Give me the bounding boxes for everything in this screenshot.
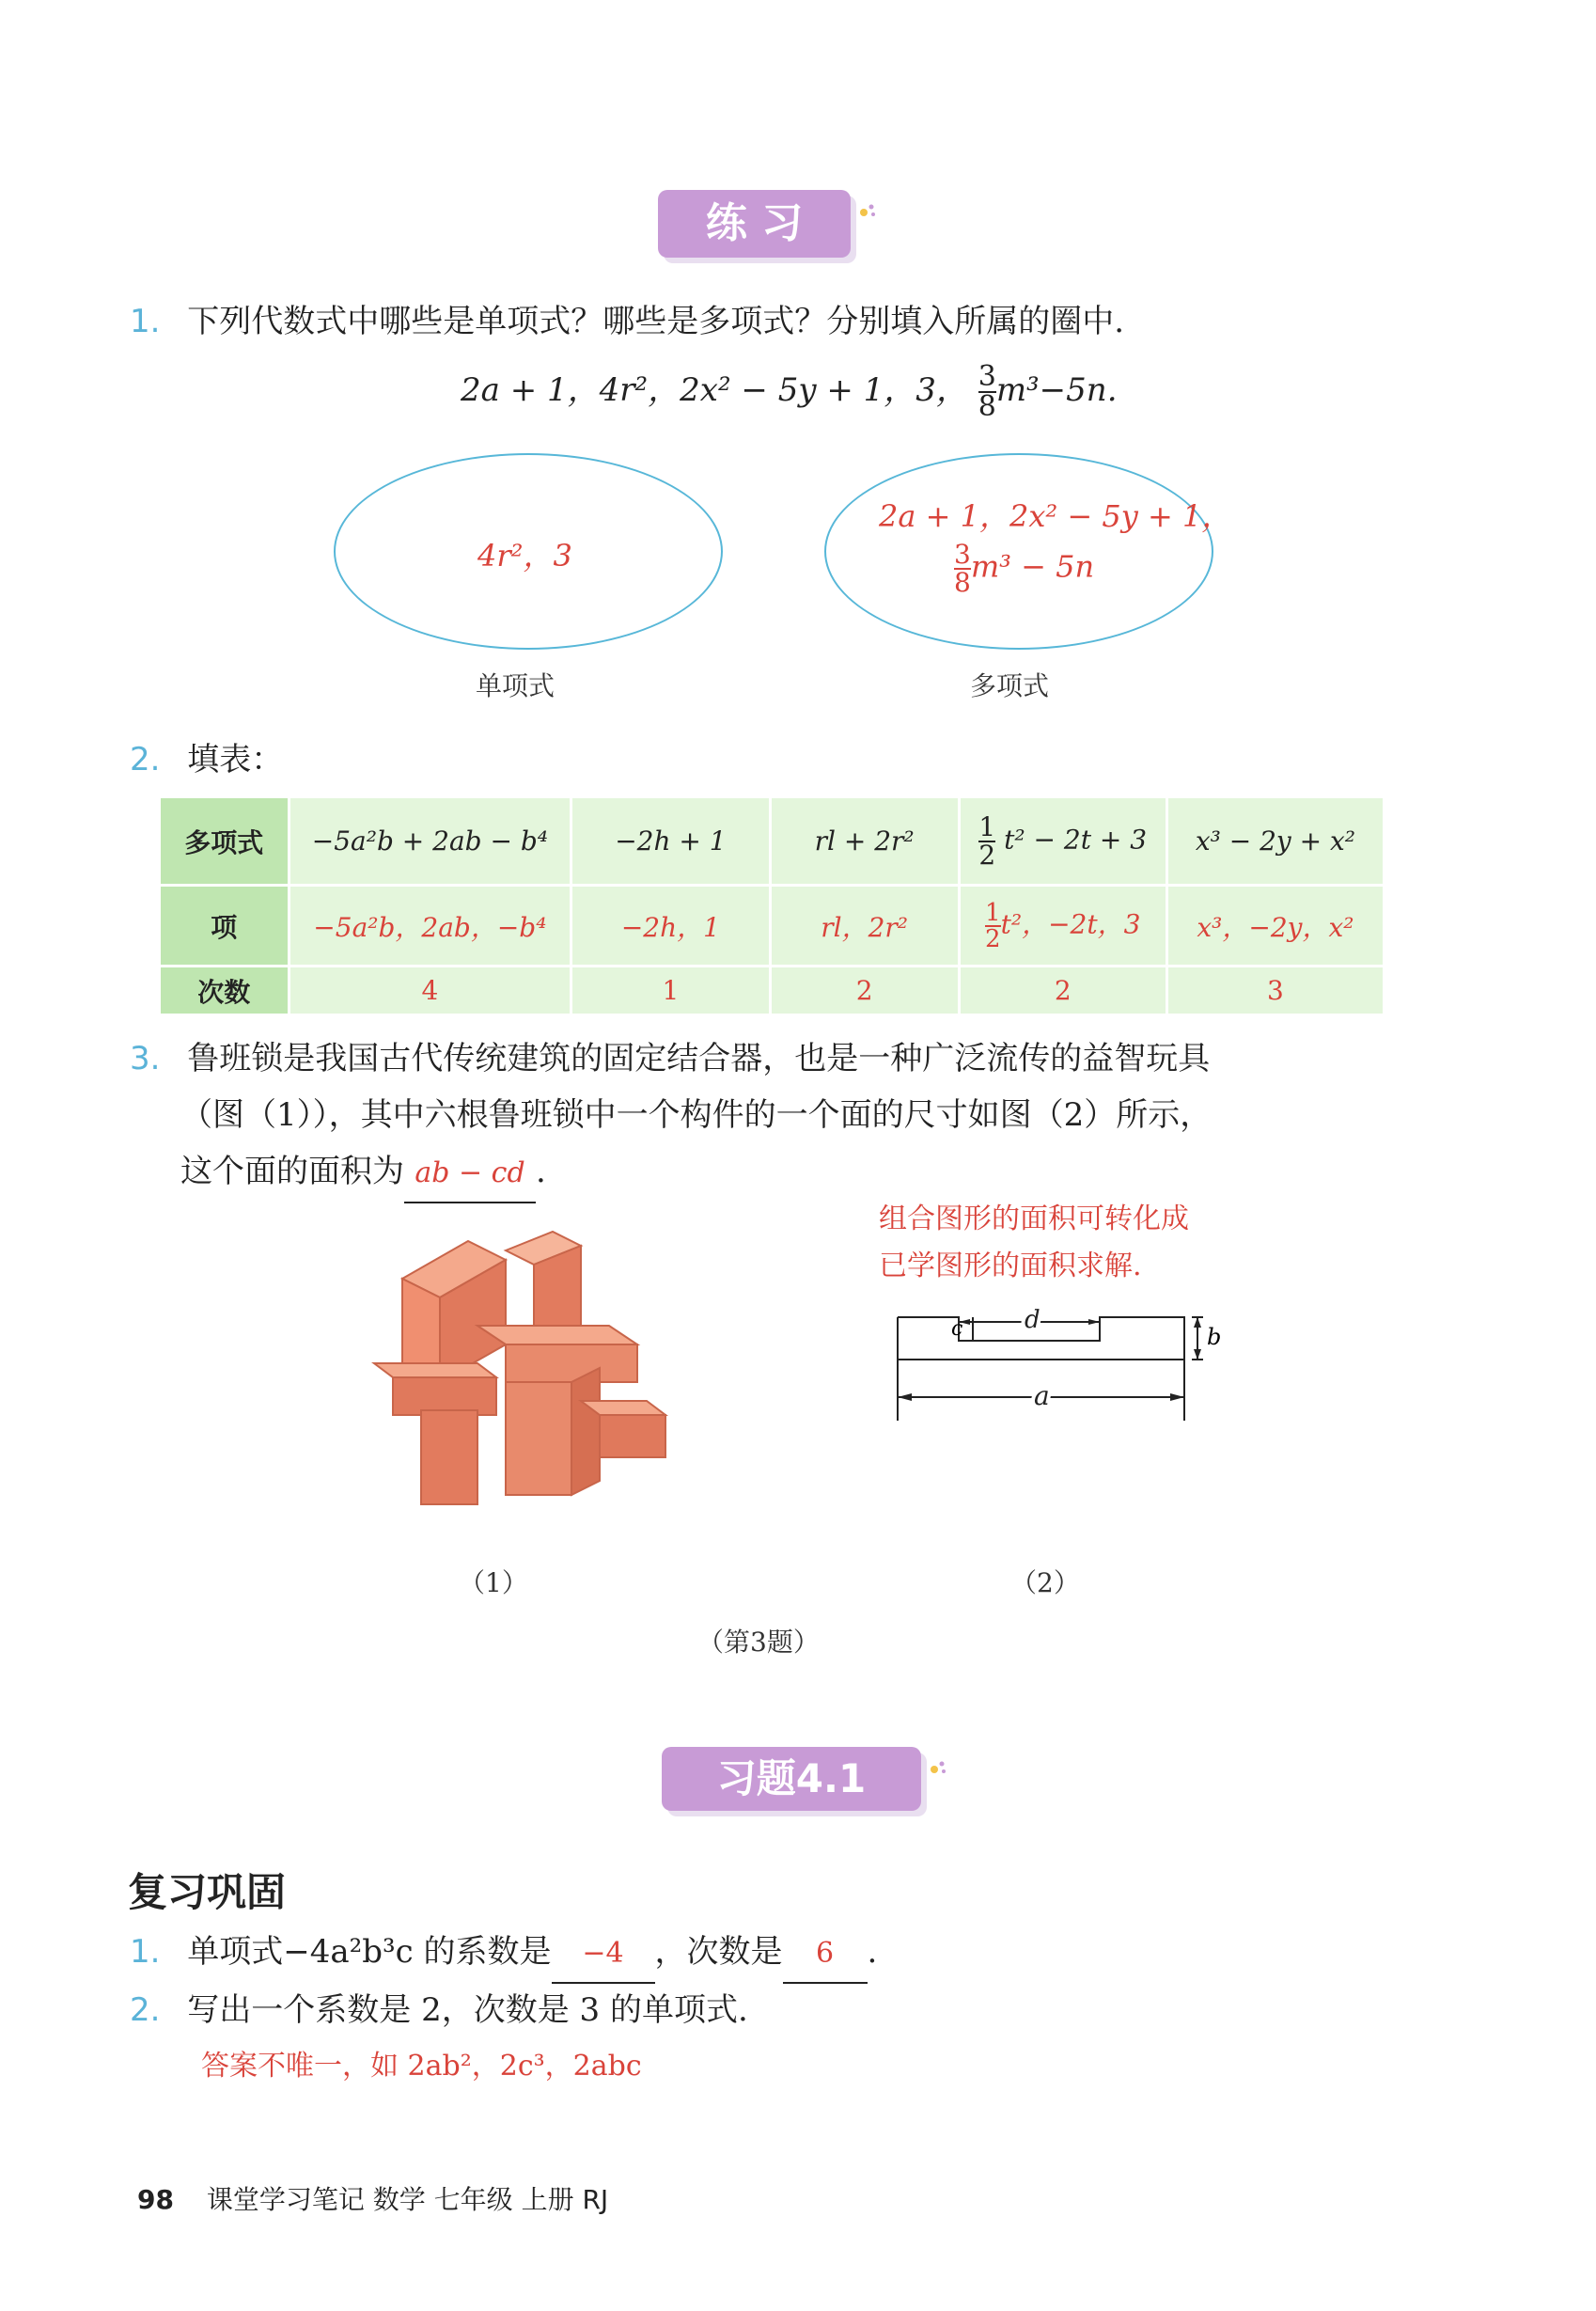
q2-text: 填表： [187,741,284,778]
review-heading: 复习巩固 [128,1869,287,1915]
polynomial-answer-line2 [954,539,1095,598]
table-cell-text: t²，−2t，3 [1000,908,1141,939]
fig2-caption: （2） [1010,1567,1080,1598]
table-cell: 3 [1166,967,1384,1015]
review-q1-pre: 单项式−4a²b³c 的系数是 [187,1933,552,1971]
q1-expression [461,357,1118,423]
sparkle-icon [858,201,877,220]
luban-lock-image [365,1222,675,1523]
table-row-label: 项 [160,886,289,967]
exercise-banner [662,1747,921,1811]
q2-number: 2. [130,741,161,778]
table-cell: 1 [571,967,770,1015]
table-frac-den: 2 [985,924,1001,953]
practice-banner-label: 练 习 [705,199,804,247]
footer-text: 课堂学习笔记 数学 七年级 上册 RJ [206,2184,609,2215]
q3-end: . [536,1153,546,1190]
q1-expr-part2: m³−5n. [995,371,1118,409]
label-a: a [1034,1380,1050,1411]
table-row-label: 次数 [160,967,289,1015]
q3-line1 [130,1030,1464,1087]
table-cell [959,886,1166,967]
table-cell: 2 [959,967,1166,1015]
table-cell: −5a²b，2ab，−b⁴ [289,886,571,967]
q3-note [879,1196,1189,1290]
table-cell: rl + 2r² [770,797,959,886]
monomial-answer: 4r²，3 [477,538,572,574]
q3-line3 [180,1143,1464,1203]
q3-number: 3. [130,1040,161,1077]
review-q1 [130,1924,877,1984]
table-row [160,797,1385,886]
polynomial-label: 多项式 [970,670,1050,701]
q3-note-line2: 已学图形的面积求解. [879,1250,1142,1282]
table-fraction [978,810,996,871]
polynomial-table [158,795,1385,1016]
table-cell: rl，2r² [770,886,959,967]
table-cell: −2h，1 [571,886,770,967]
sparkle-icon [929,1758,947,1777]
table-cell: −5a²b + 2ab − b⁴ [289,797,571,886]
review-q2-number: 2. [130,1991,161,2029]
q1-expr-fraction [978,360,996,423]
q3-text1: 鲁班锁是我国古代传统建筑的固定结合器，也是一种广泛流传的益智玩具 [187,1040,1211,1077]
review-q1-answer2: 6 [783,1926,868,1984]
table-fraction [985,898,1001,953]
polynomial-fraction [954,539,971,598]
polynomial-answer-line1: 2a + 1，2x² − 5y + 1， [879,498,1232,534]
table-frac-num: 1 [978,810,996,842]
table-row [160,886,1385,967]
table-cell: −2h + 1 [571,797,770,886]
page-footer [137,2179,608,2217]
table-cell-text: t² − 2t + 3 [1004,824,1148,855]
q1-expr-num: 3 [978,360,996,393]
q1-number: 1. [130,303,161,340]
fig1-caption: （1） [459,1567,528,1598]
q3-block [130,1030,1464,1203]
q1-expr-den: 8 [978,390,996,423]
table-cell-fraction [959,797,1166,886]
polynomial-frac-num: 3 [954,539,971,570]
table-cell: x³ − 2y + x² [1166,797,1384,886]
polynomial-frac-den: 8 [954,567,971,598]
table-cell: 4 [289,967,571,1015]
q1-text: 下列代数式中哪些是单项式？哪些是多项式？分别填入所属的圈中. [187,303,1125,340]
review-q2-answer: 答案不唯一，如 2ab²，2c³，2abc [201,2050,642,2083]
review-q1-mid: ，次数是 [654,1933,783,1971]
q3-answer-blank: ab − cd [404,1145,536,1203]
q3-note-line1: 组合图形的面积可转化成 [879,1203,1189,1235]
polynomial-answer-tail: m³ − 5n [970,548,1095,585]
q1-expr-part1: 2a + 1，4r²，2x² − 5y + 1，3， [461,371,968,409]
dimension-diagram [893,1303,1241,1425]
table-frac-den: 2 [978,839,996,871]
table-row-label: 多项式 [160,797,289,886]
page-number: 98 [137,2184,174,2215]
monomial-label: 单项式 [476,670,555,701]
q1-line [130,293,1124,350]
review-q2-text: 写出一个系数是 2，次数是 3 的单项式. [187,1991,748,2029]
review-q2 [130,1982,748,2038]
table-row [160,967,1385,1015]
review-q1-answer1: −4 [552,1926,655,1984]
q3-figure-caption: （第3题） [697,1627,820,1658]
label-c: c [951,1317,963,1341]
exercise-banner-label: 习题4.1 [716,1755,867,1801]
table-cell: x³，−2y，x² [1166,886,1384,967]
q3-text3: 这个面的面积为 [180,1153,404,1190]
practice-banner [658,190,851,258]
label-b: b [1207,1324,1222,1350]
table-frac-num: 1 [985,898,1001,927]
review-q1-end: . [867,1933,878,1971]
q3-text2: （图（1）），其中六根鲁班锁中一个构件的一个面的尺寸如图（2）所示， [180,1096,1213,1134]
table-cell: 2 [770,967,959,1015]
label-d: d [1025,1306,1041,1334]
review-q1-number: 1. [130,1933,161,1971]
q2-line [130,731,283,788]
